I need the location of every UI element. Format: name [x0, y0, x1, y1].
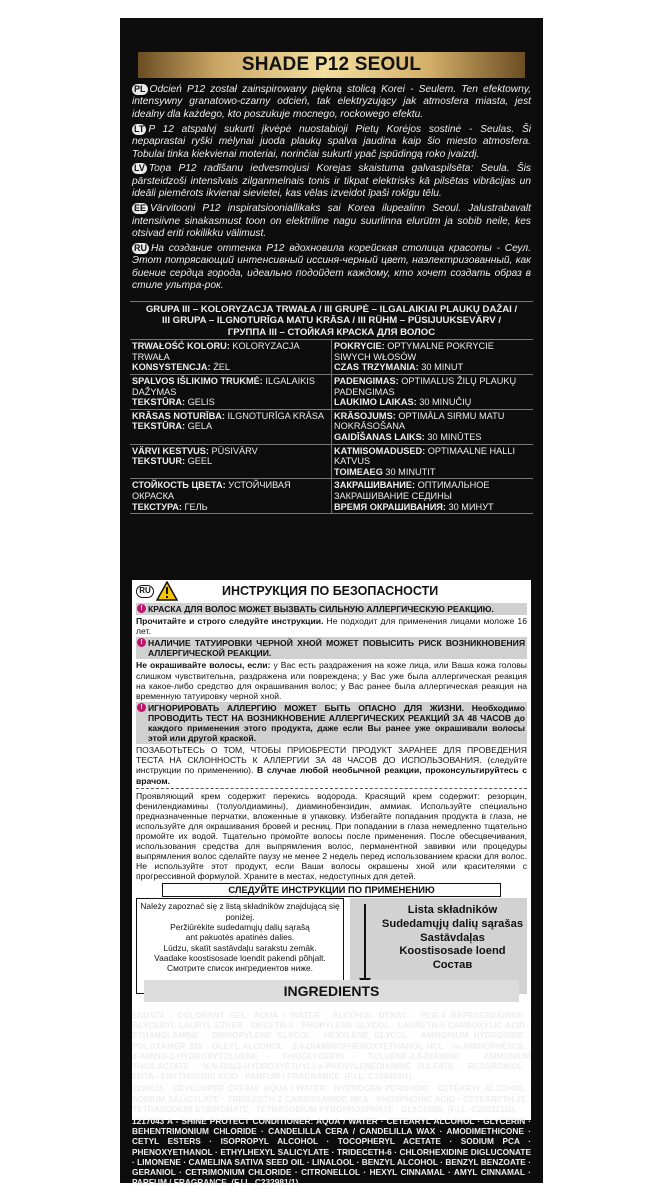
exclamation-icon: ! [137, 703, 146, 712]
property-label: POKRYCIE: [334, 341, 385, 352]
group-header-line: III GRUPA – ILGNOTURĪGA MATU KRĀSA / III RÜHM – PÜSIJUUKSEVÄRV / [161, 315, 501, 327]
property-value: GELIS [187, 397, 215, 408]
bold-text: В случае любой необычной реакции, проконсультируйтесь с врачом. [136, 765, 528, 786]
property-label: PADENGIMAS: [334, 376, 399, 387]
table-row [130, 409, 533, 444]
table-row [130, 479, 533, 514]
note-line: Vaadake koostisosade loendit pakendi põhjalt. [154, 952, 326, 963]
property-value: GEEL [187, 456, 213, 467]
property-line [334, 432, 531, 443]
usage-title: СЛЕДУЙТЕ ИНСТРУКЦИИ ПО ПРИМЕНЕНИЮ [162, 883, 501, 897]
property-line [132, 421, 329, 432]
property-value: OPTYMALNE POKRYCIE SIWYCH WŁOSÓW [334, 341, 494, 362]
label-line: Sastāvdaļas [420, 931, 485, 944]
read-instructions [136, 616, 527, 636]
property-label: SPALVOS IŠLIKIMO TRUKMĖ: [132, 376, 263, 387]
property-value: PÜSIVÄRV [211, 445, 258, 456]
property-value: OPTIMĀLA SIRMU MATU NOKRĀSOŠANA [334, 410, 505, 432]
note-line: Смотрите список ингредиентов ниже. [167, 963, 313, 974]
text: ПОЗАБОТЬТЕСЬ О ТОМ, ЧТОБЫ ПРИОБРЕСТИ ПРОДУКТ ЗАРАНЕЕ ДЛЯ ПРОВЕДЕНИЯ ТЕСТА НА СКЛОННОСТЬ К АЛЛЕРГИИ ЗА 48 ЧАСОВ ДО ИСПОЛЬЗОВАНИЯ. (следуйте инструкции по применению). [136, 745, 527, 776]
warning-text: КРАСКА ДЛЯ ВОЛОС МОЖЕТ ВЫЗВАТЬ СИЛЬНУЮ АЛЛЕРГИЧЕСКУЮ РЕАКЦИЮ. [148, 604, 494, 614]
exclamation-icon: ! [137, 604, 146, 613]
property-line [132, 456, 329, 467]
composition-notes: Проявляющий крем содержит перекись водорода. Красящий крем содержит: резорцин, фенилендиамины (толуолдиамины), диаминобензидин, аммиак. Используйте специально предназначенные перчатки, вложенные в упаковку. Избегайте попадания продукта в глаза, не используйте для окрашивания бровей и ресниц. При попадании в глаза немедленно тщательно промойте их водой. Тщательно промойте волосы после применения. После обесцвечивания, использования средства для выпрямления волос, перманентной завивки или процедуры выпрямления волос сделайте паузу не менее 2 недель перед использованием краски для волос. Не используйте этот продукт, если Ваши волосы окрашены хной или красителями с прогрессивной формулой. Храните в местах, недоступных для детей. [136, 790, 527, 882]
product-group-table [130, 301, 533, 515]
table-cell-left [130, 375, 332, 410]
property-value: ILGALAIKIS DAŽYMAS [132, 376, 315, 397]
property-label: KRĀSOJUMS: [334, 410, 396, 421]
property-label: KONSYSTENCJA: [132, 362, 211, 373]
property-value: KOLORYZACJA TRWAŁA [132, 341, 300, 362]
exclamation-icon: ! [137, 638, 146, 647]
lang-badge: LV [134, 163, 145, 174]
table-cell-right [332, 409, 534, 444]
note-line: Należy zapoznać się z listą składników znajdującą się poniżej. [140, 901, 340, 922]
desc-text: Värvitooni P12 inspiratsiooniallikaks sai Korea ilupealinn Seoul. Jalustrabavalt intensiivne sinakasmust toon on elektriline nagu suurlinna elurütm ja sobib neile, kes otsivad eriti rokilikku välimust. [132, 203, 531, 239]
property-line [132, 362, 329, 373]
property-line [132, 502, 329, 513]
property-line [132, 376, 329, 397]
desc-lt [132, 124, 531, 161]
property-line [334, 397, 531, 408]
group-header-line: GRUPA III – KOLORYZACJA TRWAŁA / III GRUPĖ – ILGALAIKIAI PLAUKŲ DAŽAI / [145, 303, 518, 315]
property-value: УСТОЙЧИВАЯ ОКРАСКА [132, 480, 291, 501]
property-value: 30 MINUTIT [385, 466, 436, 477]
property-label: TRWAŁOŚĆ KOLORU: [132, 341, 230, 352]
ingredient-paragraph: 1217043 A - SHINE PROTECT CONDITIONER: AQUA / WATER · CETEARYL ALCOHOL · GLYCERIN · BEHENTRIMONIUM CHLORIDE · CANDELILLA CERA / CANDELILLA WAX · AMODIMETHICONE · CETYL ESTERS · ISOPROPYL ALCOHOL · TOCOPHERYL ACETATE · SODIUM PCA · PHENOXYETHANOL · ETHYLHEXYL SALICYLATE · TRIDECETH-6 · CHLORHEXIDINE DIGLUCONATE · LIMONENE · CAMELINA SATIVA SEED OIL · LINALOOL · BENZYL ALCOHOL · BENZYL BENZOATE · GERANIOL · CETRIMONIUM CHLORIDE · CITRONELLOL · HEXYL CINNAMAL · AMYL CINNAMAL · PARFUM / FRAGRANCE. (F.I.L. C232981/1). [132, 1116, 531, 1188]
property-line [334, 411, 531, 432]
property-label: TEKSTUUR: [132, 456, 186, 467]
label-line: Состав [432, 958, 473, 971]
desc-text: На создание оттенка P12 вдохновила корейская столица красоты - Сеул. Этот потрясающий интенсивный иссиня-черный цвет, наэлектризованный, как биение сердца города, идеально подойдет каждому, кто хочет создать образ в стиле ультра-рок. [132, 242, 531, 292]
property-label: ТЕКСТУРА: [132, 501, 182, 512]
property-value: ГЕЛЬ [184, 501, 208, 512]
buy-in-advance [136, 745, 527, 785]
desc-ee [132, 203, 531, 240]
warning-text: ИГНОРИРОВАТЬ АЛЛЕРГИЮ МОЖЕТ БЫТЬ ОПАСНО ДЛЯ ЖИЗНИ. Необходимо ПРОВОДИТЬ ТЕСТ НА ВОЗНИКНОВЕНИЕ АЛЛЕРГИЧЕСКИХ РЕАКЦИЙ ЗА 48 ЧАСОВ до каждого применения этого продукта, даже если Вы ранее уже окрашивали волосы этой или другой краской. [148, 702, 525, 744]
ingredient-paragraph: 1242574 - COLORANT GEL: AQUA / WATER · ALCOHOL DENAT. · PEG-4 RAPESEEDAMIDE · GLYCERYL LAURYL ETHER · DECETH-3 · PROPYLENE GLYCOL · LAURETH-5 CARBOXYLIC ACID · ETHANOLAMINE · DIPROPYLENE GLYCOL · HEXYLENE GLYCOL · AMMONIUM HYDROXIDE · POLOXAMER 338 · OLEYL ALCOHOL · 2,4-DIAMINOPHENOXYETHANOL HCL · m-AMINOPHENOL · 4-AMINO-2-HYDROXYTOLUENE · THIOGLYCERIN · TOLUENE-2,5-DIAMINE · AMMONIUM THIOLACTATE · N,N-BIS(2-HYDROXYETHYL)-p-PHENYLENEDIAMINE SULFATE · RESORCINOL · EDTA · ERYTHORBIC ACID · PARFUM / FRAGRANCE. (F.I.L. C234408/1). [132, 1010, 531, 1082]
property-label: TOIMEAEG [334, 466, 383, 477]
table-row [130, 340, 533, 374]
property-label: KRĀSAS NOTURĪBA: [132, 410, 225, 421]
property-value: ОПТИМАЛЬНОЕ ЗАКРАШИВАНИЕ СЕДИНЫ [334, 480, 490, 501]
property-label: CZAS TRZYMANIA: [334, 362, 419, 373]
safety-body [132, 603, 531, 786]
arrow-down-icon [364, 904, 366, 980]
note-line: Peržiūrėkite sudedamųjų dalių sąrašą [170, 922, 310, 933]
lang-badge-ru: RU [136, 585, 154, 598]
safety-title: ИНСТРУКЦИЯ ПО БЕЗОПАСНОСТИ [222, 584, 439, 598]
property-label: LAUKIMO LAIKAS: [334, 397, 417, 408]
allergy-test-warning [136, 702, 527, 744]
desc-text: P 12 atspalvį sukurti įkvėpė nuostabioji Pietų Korėjos sostinė - Seulas. Ši nepaprastai ryški mėlynai juoda plaukų spalva jaudina kaip šio miesto atmosfera. Tobulai tinka kiekvienai moteriai, norinčiai sukurti ypač įspūdingą roko įvaizdį. [132, 123, 531, 160]
table-cell-right [332, 479, 534, 514]
lang-badge: PL [134, 84, 146, 94]
do-not-color-if [136, 660, 527, 700]
table-cell-right [332, 340, 534, 374]
property-line [132, 397, 329, 408]
table-cell-left [130, 479, 332, 514]
property-value: OPTIMALUS ŽILŲ PLAUKŲ PADENGIMAS [334, 376, 517, 397]
label-line: Lista składników [407, 904, 498, 917]
property-line [132, 341, 329, 362]
note-line: ant pakuotės apatinės dalies. [185, 932, 295, 943]
allergy-warning [136, 603, 527, 615]
property-label: GAIDĪŠANAS LAIKS: [334, 432, 425, 443]
properties-table [130, 340, 533, 514]
ingredient-paragraph: 1190015 - DEVELOPER CREAM: AQUA / WATER · HYDROGEN PEROXIDE · CETEARYL ALCOHOL · SODIUM SALICYLATE · TRIDECETH-2 CARBOXAMIDE MEA · PHOSPHORIC ACID · CETEARETH-25 · TETRASODIUM ETIDRONATE · TETRASODIUM PYROPHOSPHATE · GLYCERIN. (F.I.L. C202321/2). [132, 1083, 531, 1114]
shade-title-banner: SHADE P12 SEOUL [138, 52, 525, 78]
table-cell-left [130, 444, 332, 479]
desc-lv [132, 163, 531, 200]
property-value: 30 MINUČIŲ [419, 397, 472, 408]
property-value: 30 MINUT [421, 362, 464, 373]
property-line [334, 362, 531, 373]
language-descriptions [130, 84, 533, 293]
property-line [334, 376, 531, 397]
property-label: TEKSTŪRA: [132, 397, 186, 408]
product-info-panel [120, 18, 543, 1188]
warning-text: НАЛИЧИЕ ТАТУИРОВКИ ЧЕРНОЙ ХНОЙ МОЖЕТ ПОВЫСИТЬ РИСК ВОЗНИКНОВЕНИЯ АЛЛЕРГИЧЕСКОЙ РЕАКЦИИ. [148, 638, 525, 659]
property-line [334, 480, 531, 501]
group-header-line: ГРУППА III – СТОЙКАЯ КРАСКА ДЛЯ ВОЛОС [227, 326, 436, 338]
desc-text: Odcień P12 został zainspirowany piękną stolicą Korei - Seulem. Ten efektowny, intensywny granatowo-czarny odcień, tak elektryzujący jak atmosfera miasta, jest idealny dla każdego, kto poszukuje mocnego, rockowego efektu. [132, 84, 531, 120]
desc-ru [132, 243, 531, 293]
note-line: Lūdzu, skatīt sastāvdaļu sarakstu zemāk. [163, 942, 317, 953]
ingredients-list [132, 1010, 531, 1189]
property-line [132, 480, 329, 501]
property-label: ВРЕМЯ ОКРАШИВАНИЯ: [334, 501, 446, 512]
property-line [132, 411, 329, 422]
bold-text: Не окрашивайте волосы, если: [136, 660, 271, 671]
safety-header [132, 580, 531, 602]
ingredients-title: INGREDIENTS [144, 980, 519, 1002]
text: Не подходит для применения лицами моложе 16 лет. [136, 616, 527, 637]
property-line [334, 502, 531, 513]
property-label: СТОЙКОСТЬ ЦВЕТА: [132, 480, 226, 491]
desc-pl [132, 84, 531, 121]
property-line [132, 446, 329, 457]
property-value: OPTIMAALNE HALLI KATVUS [334, 445, 516, 467]
divider [136, 788, 527, 789]
lang-badge: RU [134, 242, 147, 253]
property-value: ŻEL [213, 362, 231, 373]
desc-text: Toņa P12 radīšanu iedvesmojusi Korejas skaistuma galvaspilsēta: Seula. Šis pārsteidzoši intensīvais zilganmelnais tonis ir tikpat elektrisks kā pilsētas vibrācijas un ideāli piemērots ikvienai sievietei, kas vēlas izveidot īpaši rokīgu tēlu. [132, 163, 531, 200]
property-label: ЗАКРАШИВАНИЕ: [334, 480, 416, 491]
property-line [334, 341, 531, 362]
table-cell-left [130, 340, 332, 374]
lang-badge: LT [134, 123, 145, 134]
table-row [130, 375, 533, 410]
property-value: 30 МИНУТ [448, 501, 494, 512]
bold-text: Прочитайте и строго следуйте инструкции. [136, 616, 324, 627]
tattoo-warning [136, 637, 527, 659]
property-value: ILGNOTURĪGA KRĀSA [227, 410, 324, 421]
lang-badge: EE [134, 203, 147, 214]
table-cell-right [332, 444, 534, 479]
property-label: VÄRVI KESTVUS: [132, 445, 209, 456]
property-label: KATMISOMADUSED: [334, 445, 426, 456]
table-cell-left [130, 409, 332, 444]
warning-triangle-icon [156, 581, 178, 601]
text: у Вас есть раздражения на коже лица, или Ваша кожа головы слишком чувствительна, раздражена или повреждена; у Вас уже была аллергическая реакция на какое-либо средство для окрашивания волос; у Вас ранее была аллергическая реакция на временную татуировку черной хной. [136, 660, 527, 701]
table-row [130, 444, 533, 479]
group-header [130, 302, 533, 341]
property-line [334, 446, 531, 467]
property-label: TEKSTŪRA: [132, 421, 186, 432]
label-line: Koostisosade loend [399, 945, 506, 958]
table-cell-right [332, 375, 534, 410]
property-value: 30 MINŪTES [427, 432, 482, 443]
property-line [334, 467, 531, 478]
property-value: GELA [187, 421, 213, 432]
label-line: Sudedamųjų dalių sąrašas [381, 918, 524, 931]
